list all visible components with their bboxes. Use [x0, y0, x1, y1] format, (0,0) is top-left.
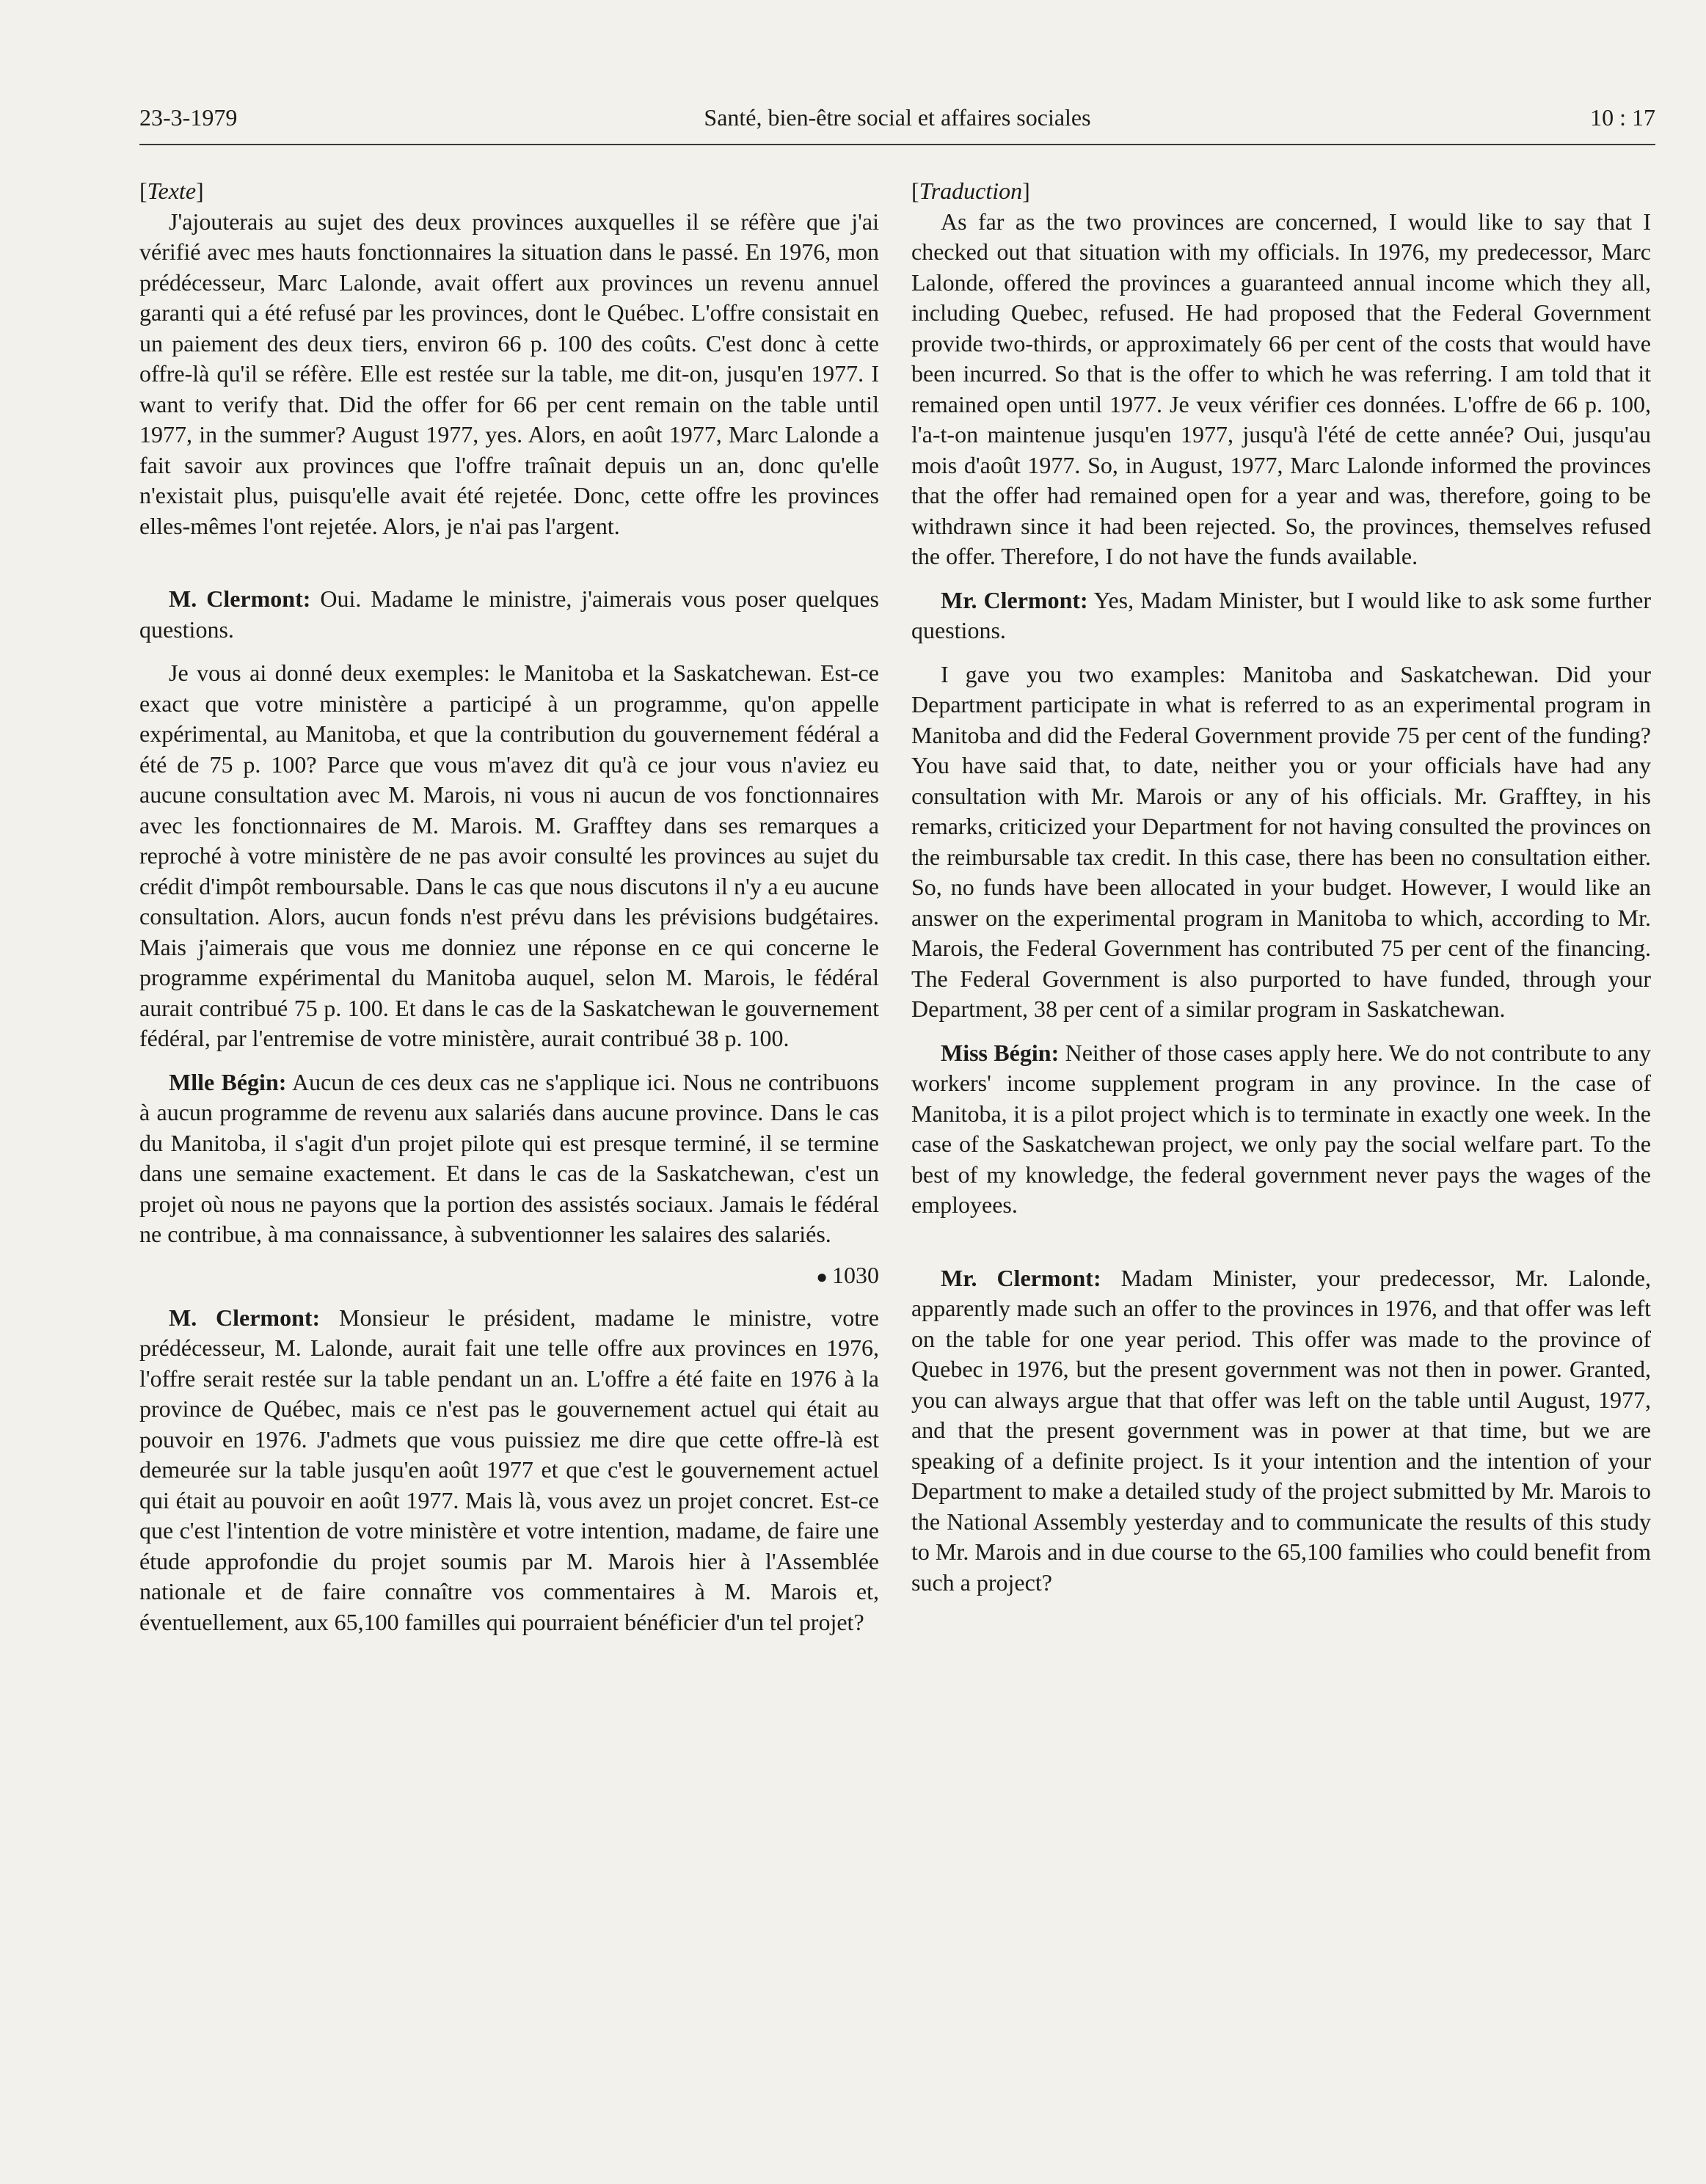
section-label-translation: [Traduction]	[911, 178, 1030, 204]
time-marker: ● 1030	[816, 1261, 879, 1288]
paragraph-begin-statement: J'ajouterais au sujet des deux provinces auxquelles il se réfère que j'ai vérifié avec mes hauts fonctionnaires la situation dans le passé. En 1976, mon prédécesseur, Marc Lalonde, avait offert aux provinces un revenu annuel garanti qui a été refusé par les provinces, dont le Québec. L'offre consistait en un paiement des deux tiers, environ 66 p. 100 des coûts. C'est donc à cette offre-là qu'il se réfère. Elle est restée sur la table, me dit-on, jusqu'en 1977. I want to verify that. Did the offer for 66 per cent remain on the table until 1977, in the summer? August 1977, yes. Alors, en août 1977, Marc Lalonde a fait savoir aux provinces que l'offre traînait depuis un an, donc qu'elle n'existait plus, puisqu'elle avait été rejetée. Donc, cette offre les provinces elles-mêmes l'ont rejetée. Alors, je n'ai pas l'argent.	[139, 208, 879, 539]
section-label-text: [Texte]	[139, 178, 204, 204]
paragraph-clermont-questions: I gave you two examples: Manitoba and Saskatchewan. Did your Department participate in what is referred to as an experimental program in Manitoba and did the Federal Government provide 75 per cent of the funding? You have said that, to date, neither you or your officials have had any consultation with Mr. Marois or any of his officials. Mr. Grafftey, in his remarks, criticized your Department for not having consulted the provinces on the reimbursable tax credit. In this case, there has been no consultation either. So, no funds have been allocated in your budget. However, I would like an answer on the experimental program in Manitoba to which, according to Mr. Marois, the Federal Government has contributed 75 per cent of the financing. The Federal Government is also purported to have funded, through your Department, 38 per cent of a similar program in Saskatchewan.	[911, 660, 1651, 1022]
paragraph-begin-reply: Mlle Bégin: Aucun de ces deux cas ne s'applique ici. Nous ne contribuons à aucun programme de revenu aux salariés dans aucune province. Dans le cas du Manitoba, il s'agit d'un projet pilote qui est presque terminé, il se termine dans une semaine exactement. Et dans le cas de la Saskatchewan, c'est un projet où nous ne payons que la portion des assistés sociaux. Jamais le fédéral ne contribue, à ma connaissance, à subventionner les salaires des salariés.	[139, 1068, 880, 1247]
paragraph-clermont-2: Mr. Clermont: Madam Minister, your predecessor, Mr. Lalonde, apparently made such an offer to the provinces in 1976, and that offer was left on the table for one year period. This offer was made to the province of Quebec in 1976, but the present government was not then in power. Granted, you can always argue that that offer was left on the table until August, 1977, and that the present government was in power at that time, but we are speaking of a definite project. Is it your intention and the intention of your Department to make a detailed study of the project submitted by Mr. Marois to the National Assembly yesterday and to communicate the results of this study to Mr. Marois and in due course to the 65,100 families who could benefit from such a project?	[911, 1264, 1652, 1596]
speaker-name: M. Clermont:	[169, 585, 311, 612]
speaker-name: Mr. Clermont:	[941, 1264, 1101, 1291]
speaker-name: Miss Bégin:	[941, 1039, 1060, 1066]
paragraph-clermont-1: M. Clermont: Oui. Madame le ministre, j'aimerais vous poser quelques questions.	[139, 585, 879, 643]
header-title: Santé, bien-être social et affaires sociales	[704, 104, 1091, 131]
paragraph-begin-statement: As far as the two provinces are concerned, I would like to say that I checked out that situation with my officials. In 1976, my predecessor, Marc Lalonde, offered the provinces a guaranteed annual income which they all, including Quebec, refused. He had proposed that the Federal Government provide two-thirds, or approximately 66 per cent of the costs that would have been incurred. So that is the offer to which he was referring. I am told that it remained open until 1977. Je veux vérifier ces données. L'offre de 66 p. 100, l'a-t-on maintenue jusqu'en 1977, jusqu'à l'été de cette année? Oui, jusqu'au mois d'août 1977. So, in August, 1977, Marc Lalonde informed the provinces that the offer had remained open for a year and was, therefore, going to be withdrawn since it had been rejected. So, the provinces, themselves refused the offer. Therefore, I do not have the funds available.	[911, 208, 1651, 569]
paragraph-clermont-questions: Je vous ai donné deux exemples: le Manitoba et la Saskatchewan. Est-ce exact que votre ministère a participé à un programme, qu'on appelle expérimental, au Manitoba, et que la contribution du gouvernement fédéral a été de 75 p. 100? Parce que vous m'avez dit qu'à ce jour vous n'aviez eu aucune consultation avec M. Marois, ni vous ni aucun de vos fonctionnaires avec les fonctionnaires de M. Marois. M. Grafftey dans ses remarques a reproché à votre ministère de ne pas avoir consulté les provinces au sujet du crédit d'impôt remboursable. Dans le cas que nous discutons il n'y a eu aucune consultation. Alors, aucun fonds n'est prévu dans les prévisions budgétaires. Mais j'aimerais que vous me donniez une réponse en ce qui concerne le programme expérimental du Manitoba auquel, selon M. Marois, le fédéral aurait contribué 75 p. 100. Et dans le cas de la Saskatchewan le gouvernement fédéral, par l'entremise de votre ministère, aurait contribué 38 p. 100.	[139, 660, 879, 1051]
paragraph-clermont-2: M. Clermont: Monsieur le président, madame le ministre, votre prédécesseur, M. Lalonde, aurait fait une telle offre aux provinces en 1976, l'offre serait restée sur la table pendant un an. L'offre a été faite en 1976 à la province de Québec, mais ce n'est pas le gouvernement actuel qui était au pouvoir en 1976. J'admets que vous puissiez me dire que cette offre-là est demeurée sur la table jusqu'en août 1977 et que c'est le gouvernement actuel qui était au pouvoir en août 1977. Mais là, vous avez un projet concret. Est-ce que c'est l'intention de votre ministère et votre intention, madame, de faire une étude approfondie du projet soumis par M. Marois hier à l'Assemblée nationale et de faire connaître vos commentaires à M. Marois et, éventuellement, aux 65,100 familles qui pourraient bénéficier d'un tel projet?	[139, 1304, 880, 1635]
speaker-name: M. Clermont:	[169, 1304, 321, 1331]
english-column	[911, 176, 1651, 1611]
paragraph-clermont-1: Mr. Clermont: Yes, Madam Minister, but I would like to ask some further questions.	[911, 586, 1652, 643]
header-date: 23-3-1979	[139, 104, 238, 131]
header-page-number: 10 : 17	[1590, 104, 1655, 131]
french-column	[139, 176, 879, 1651]
page-header	[139, 100, 1655, 145]
paragraph-begin-reply: Miss Bégin: Neither of those cases apply here. We do not contribute to any workers' income supplement program in any province. In the case of Manitoba, it is a pilot project which is to terminate in exactly one week. In the case of the Saskatchewan project, we only pay the social welfare part. To the best of my knowledge, the federal government never pays the wages of the employees.	[911, 1039, 1652, 1218]
speaker-name: Mr. Clermont:	[941, 586, 1088, 613]
speaker-name: Mlle Bégin:	[169, 1068, 287, 1095]
